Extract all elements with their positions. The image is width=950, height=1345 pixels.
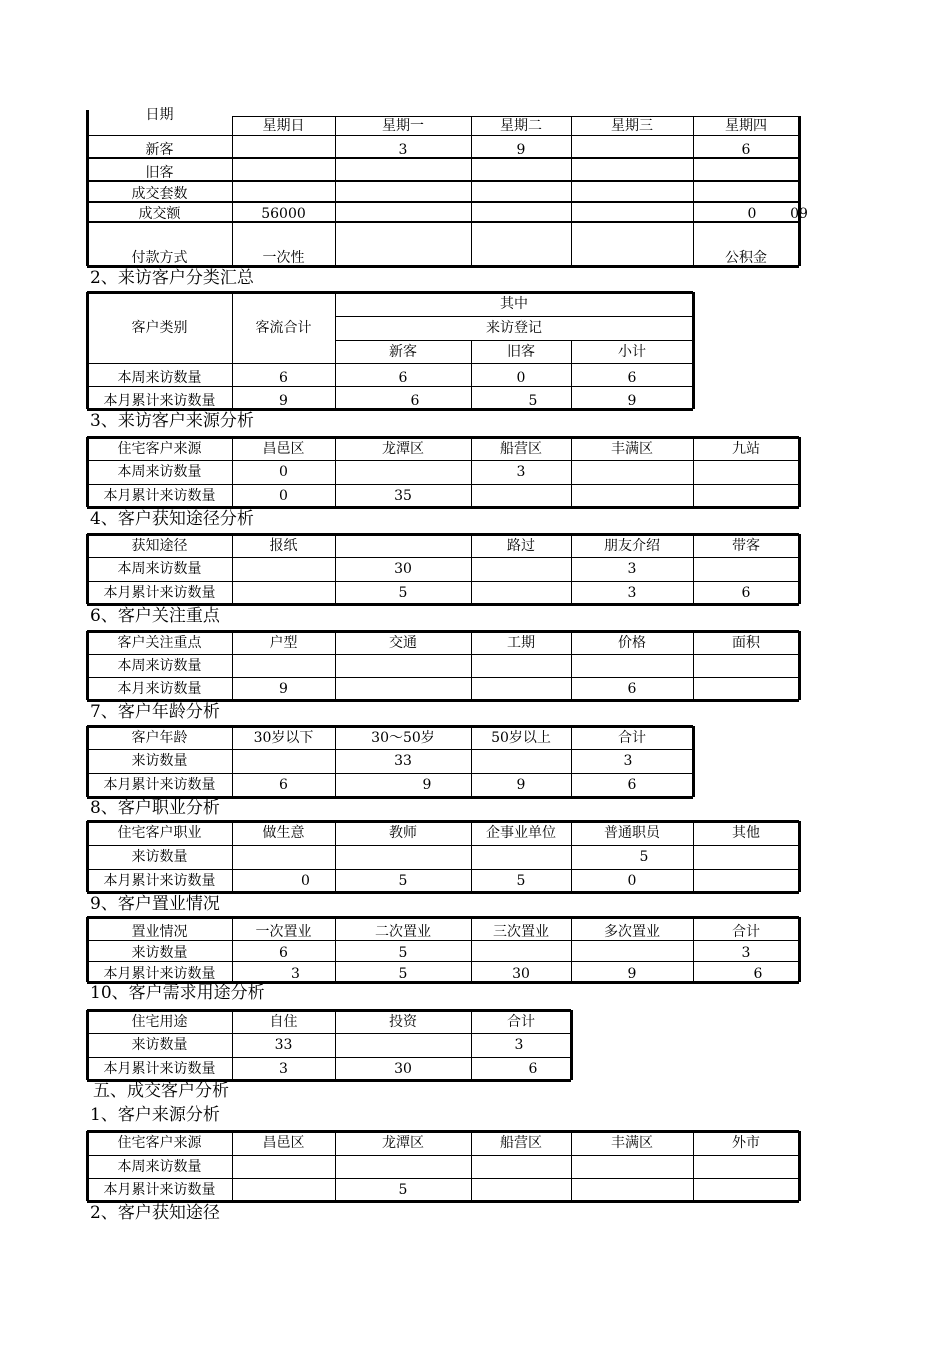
- table-cell: [471, 222, 571, 266]
- table-header-label: 获知途径: [131, 537, 188, 554]
- table-cell: [232, 845, 335, 869]
- section-5-title: 五、成交客户分析: [93, 1081, 229, 1101]
- row-label: 本月累计来访数量: [103, 584, 216, 601]
- table-cell: 5: [398, 584, 408, 601]
- table-header-label: 住宅用途: [131, 1013, 188, 1030]
- row-label: 本月累计来访数量: [103, 1181, 216, 1198]
- table-cell: 0: [627, 872, 637, 889]
- row-label: 本周来访数量: [117, 657, 202, 674]
- section-6-title: 6、客户关注重点: [90, 606, 220, 626]
- table-cell: [232, 654, 335, 677]
- table-cell: [471, 1155, 571, 1178]
- table-cell: 3: [627, 584, 637, 601]
- column-header: 工期: [507, 634, 535, 651]
- table-cell: 30: [394, 1060, 412, 1077]
- table-cell: 3: [279, 1060, 288, 1077]
- row-label: 付款方式: [131, 250, 188, 266]
- table-cell: [471, 484, 571, 507]
- column-header: 三次置业: [493, 924, 549, 940]
- visit-registration-header: 来访登记: [486, 320, 542, 336]
- section-4-title: 4、客户获知途径分析: [90, 509, 254, 529]
- table-cell: [335, 845, 471, 869]
- table-cell: 30: [512, 966, 530, 982]
- table-cell: [693, 869, 799, 892]
- table-cell: [693, 557, 799, 581]
- row-label: 来访数量: [131, 849, 188, 865]
- table-cell: [232, 135, 335, 158]
- table-cell: 6: [627, 370, 637, 386]
- table-cell: 5: [398, 945, 408, 961]
- row-label: 旧客: [145, 165, 174, 181]
- row-label: 本月累计来访数量: [103, 872, 216, 889]
- table-cell: [571, 484, 693, 507]
- day-header: 星期四: [725, 117, 767, 134]
- section-8-title: 8、客户职业分析: [90, 798, 220, 818]
- table-cell: 35: [394, 487, 412, 504]
- table-cell: 9: [627, 393, 637, 409]
- table-cell: 6: [279, 777, 288, 793]
- date-label: 日期: [145, 107, 174, 123]
- table-cell: [693, 158, 799, 181]
- table-cell: 3: [398, 142, 408, 158]
- section-2-title: 2、来访客户分类汇总: [90, 268, 254, 288]
- table-cell: [335, 181, 471, 202]
- table-cell: 3: [291, 966, 300, 982]
- section-3-title: 3、来访客户来源分析: [90, 411, 254, 431]
- table-cell: [571, 202, 693, 222]
- table-cell: [335, 677, 471, 700]
- table-cell: [471, 1178, 571, 1201]
- table-cell: [693, 1155, 799, 1178]
- column-header: 丰满区: [611, 440, 653, 457]
- row-label: 成交套数: [131, 186, 188, 202]
- column-header: 合计: [618, 729, 646, 746]
- table-header-label: 住宅客户来源: [117, 1135, 202, 1151]
- column-header: 多次置业: [604, 924, 660, 940]
- new-customer-header: 新客: [389, 343, 417, 360]
- table-cell: [571, 1155, 693, 1178]
- table-cell: [232, 181, 335, 202]
- table-header-label: 客户年龄: [131, 729, 188, 746]
- table-cell: [693, 677, 799, 700]
- table-cell: 5: [398, 966, 408, 982]
- table-cell: 6: [279, 945, 288, 961]
- table-cell: [471, 581, 571, 604]
- day-header: 星期三: [611, 117, 653, 134]
- column-header: 二次置业: [375, 924, 431, 940]
- table-cell: [471, 654, 571, 677]
- column-header: 路过: [507, 537, 535, 554]
- table-cell: 6: [528, 1060, 538, 1077]
- table-cell: [571, 654, 693, 677]
- table-cell: [693, 484, 799, 507]
- column-header: 船营区: [500, 1135, 542, 1151]
- table-cell: 3: [741, 945, 751, 961]
- table-cell: 9: [422, 777, 432, 793]
- table-cell: [471, 845, 571, 869]
- table-cell: 6: [279, 370, 288, 386]
- table-cell: 3: [514, 1037, 524, 1053]
- column-header: 船营区: [500, 440, 542, 457]
- table-cell: [693, 181, 799, 202]
- table-header-label: 住宅客户来源: [117, 440, 202, 457]
- column-header: 龙潭区: [382, 1135, 424, 1151]
- row-label: 本周来访数量: [117, 1158, 202, 1175]
- section-5-2-title: 2、客户获知途径: [90, 1203, 220, 1223]
- table-cell: 6: [753, 966, 763, 982]
- row-label: 本月累计来访数量: [103, 777, 216, 793]
- column-header: 昌邑区: [262, 1135, 305, 1151]
- table-cell: 3: [623, 753, 633, 769]
- table-cell: 0: [301, 872, 310, 889]
- table-cell: [693, 845, 799, 869]
- table-header-label: 客户关注重点: [117, 634, 202, 651]
- table-cell: [693, 654, 799, 677]
- table-cell: [471, 202, 571, 222]
- column-header: 30～50岁: [371, 729, 435, 746]
- column-header: 丰满区: [611, 1135, 653, 1151]
- table-cell: 3: [516, 464, 526, 480]
- section-10-title: 10、客户需求用途分析: [90, 983, 265, 1003]
- column-header: 带客: [732, 537, 760, 554]
- table-cell: 9: [279, 393, 288, 409]
- row-label: 本月累计来访数量: [103, 966, 216, 982]
- table-cell: [471, 677, 571, 700]
- table-cell: [471, 557, 571, 581]
- table-cell: [232, 158, 335, 181]
- table-cell: 0: [279, 464, 288, 480]
- table-cell: 5: [398, 872, 408, 889]
- column-header: 面积: [732, 634, 760, 651]
- table-cell: 一次性: [262, 250, 305, 266]
- row-label: 本周来访数量: [117, 370, 202, 386]
- column-header: 交通: [389, 634, 417, 651]
- table-cell: [571, 1178, 693, 1201]
- row-label: 来访数量: [131, 945, 188, 961]
- column-header: 朋友介绍: [604, 537, 660, 554]
- column-header: 报纸: [269, 537, 298, 554]
- subtotal-header: 小计: [618, 343, 646, 360]
- row-label: 成交额: [138, 206, 181, 222]
- table-cell: 6: [410, 393, 420, 409]
- table-cell: 5: [528, 393, 538, 409]
- table-cell: [571, 158, 693, 181]
- column-header: 九站: [732, 440, 760, 457]
- row-label: 本月累计来访数量: [103, 393, 216, 409]
- table-cell: [232, 557, 335, 581]
- table-cell: [471, 749, 571, 773]
- row-label: 新客: [145, 142, 174, 158]
- table-cell: 5: [516, 872, 526, 889]
- column-header: 自住: [269, 1013, 298, 1030]
- table-cell: 6: [627, 680, 637, 697]
- table-cell: [571, 460, 693, 484]
- customer-type-header: 客户类别: [131, 319, 188, 336]
- row-label: 本月来访数量: [117, 680, 202, 697]
- old-customer-header: 旧客: [507, 343, 535, 360]
- column-header: 投资: [389, 1013, 417, 1030]
- table-cell: 6: [398, 370, 408, 386]
- row-label: 来访数量: [131, 1037, 188, 1053]
- column-header: 合计: [732, 924, 760, 940]
- table-cell: 0: [516, 370, 526, 386]
- row-label: 本周来访数量: [117, 561, 202, 577]
- table-cell: [232, 1178, 335, 1201]
- table-cell: [335, 1033, 471, 1057]
- row-label: 本月累计来访数量: [103, 487, 216, 504]
- column-header: 一次置业: [255, 924, 312, 940]
- column-header: 龙潭区: [382, 440, 424, 457]
- table-cell: 5: [639, 849, 649, 865]
- table-cell: 5: [398, 1181, 408, 1198]
- table-cell: 33: [274, 1037, 293, 1053]
- column-header: 外市: [732, 1135, 760, 1151]
- table-cell: [693, 460, 799, 484]
- table-cell: [693, 1178, 799, 1201]
- table-cell: 6: [741, 142, 751, 158]
- table-cell: [571, 222, 693, 266]
- table-cell: 3: [627, 561, 637, 577]
- column-header: 其他: [732, 825, 760, 841]
- table-cell: 6: [627, 777, 637, 793]
- table-header-label: 住宅客户职业: [117, 825, 202, 841]
- table-cell: 30: [394, 561, 412, 577]
- table-cell: 公积金: [725, 250, 767, 266]
- section-5-1-title: 1、客户来源分析: [90, 1105, 220, 1125]
- among-header: 其中: [500, 296, 528, 312]
- table-cell: 0: [279, 487, 288, 504]
- row-label: 本月累计来访数量: [103, 1060, 216, 1077]
- section-9-title: 9、客户置业情况: [90, 894, 220, 914]
- table-cell: 33: [394, 753, 412, 769]
- row-label: 本周来访数量: [117, 464, 202, 480]
- table-cell: 9: [627, 966, 637, 982]
- table-cell: [335, 460, 471, 484]
- table-cell: [232, 1155, 335, 1178]
- table-cell: 0: [747, 206, 757, 222]
- table-cell: 9: [516, 142, 526, 158]
- column-header: 价格: [618, 634, 646, 651]
- column-header: [335, 534, 471, 557]
- table-cell: [232, 581, 335, 604]
- table-cell: [571, 181, 693, 202]
- section-7-title: 7、客户年龄分析: [90, 702, 220, 722]
- table-cell: [471, 940, 571, 961]
- day-header: 星期日: [262, 117, 305, 134]
- column-header: 户型: [269, 634, 298, 651]
- day-header: 星期二: [500, 117, 542, 134]
- table-cell: [571, 135, 693, 158]
- total-flow-header: 客流合计: [255, 319, 312, 336]
- table-cell: [232, 749, 335, 773]
- column-header: 教师: [389, 825, 417, 841]
- column-header: 昌邑区: [262, 440, 305, 457]
- column-header: 30岁以下: [253, 729, 314, 746]
- table-cell: [335, 1155, 471, 1178]
- table-cell: [471, 181, 571, 202]
- table-cell: 6: [741, 584, 751, 601]
- column-header: 做生意: [262, 825, 305, 841]
- table-cell: [335, 202, 471, 222]
- column-header: 合计: [507, 1013, 535, 1030]
- table-cell: [335, 222, 471, 266]
- table-cell: 56000: [261, 206, 306, 222]
- table-cell: [571, 940, 693, 961]
- table-header-label: 置业情况: [131, 924, 188, 940]
- table-cell: 9: [279, 680, 288, 697]
- table-cell: [335, 654, 471, 677]
- table-cell: [471, 158, 571, 181]
- column-header: 50岁以上: [491, 729, 551, 746]
- table-cell: 9: [516, 777, 526, 793]
- column-header: 普通职员: [604, 825, 660, 841]
- column-header: 企事业单位: [486, 825, 556, 841]
- table-cell: [335, 158, 471, 181]
- row-label: 来访数量: [131, 753, 188, 769]
- overflow-value: 09: [790, 206, 808, 222]
- day-header: 星期一: [382, 117, 424, 134]
